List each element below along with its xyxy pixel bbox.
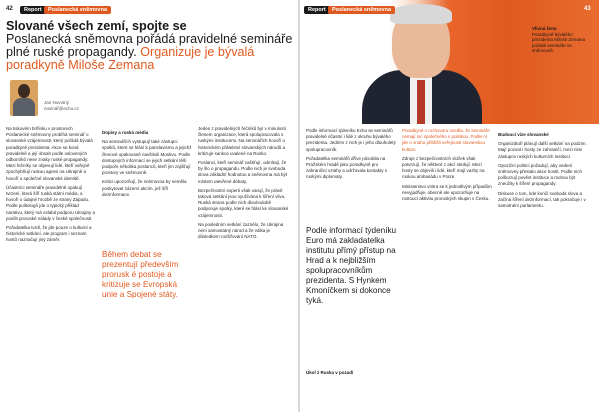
topic-pill: Poslanecká sněmovna <box>44 6 111 14</box>
page-number: 43 <box>584 6 591 12</box>
paragraph: Ministerstvo vnitra se k jednotlivým případům nevyjadřuje, obecně ale upozorňuje na rostoucí aktivitu proruských skupin v Česku. <box>402 183 492 202</box>
left-column-3 <box>198 126 292 406</box>
article-title <box>6 20 294 72</box>
subheading: Dopisy a ruská média <box>102 130 149 135</box>
photo-tie <box>417 80 425 124</box>
paragraph: Na posledním setkání zaznělo, že Ukrajina není samostatný národ a že válka je důsledkem rozšiřování NATO. <box>198 221 284 240</box>
paragraph: Diskuse o tom, kde končí svoboda slova a začíná šíření dezinformací, tak pokračuje i v samotném parlamentu. <box>498 190 586 209</box>
title-accent: Organizuje je bývalá poradkyně Miloše Zemana <box>6 45 255 72</box>
right-column-3 <box>498 128 592 406</box>
right-column-2 <box>402 128 492 406</box>
author-byline <box>44 100 79 112</box>
paragraph: Zdroje z bezpečnostních složek však potvrzují, že některé z akcí sledují. Mezi hosty se objevili i lidé, kteří mají vazby na ruskou ambasádu v Praze. <box>402 155 485 180</box>
paragraph: Organizátoři plánují další setkání na podzim. Mají pozvat i hosty ze zahraničí, mezi nimi zástupce ruských kulturních institucí. <box>498 141 587 159</box>
paragraph: Poslanci, kteří seminář zaštiťují, odmítají, že by šlo o propagandu. Podle nich je svoboda slova základní hodnotou a sněmovna má být místem otevřené debaty. <box>198 160 288 184</box>
paragraph: Bezpečnostní experti však varují, že právě taková setkání jsou využívána k šíření vlivu. Ruská strana podle nich dlouhodobě podporuje spolky, které se hlásí ke slovanské vzájemnosti. <box>198 187 289 218</box>
paragraph: Jeden z pravidelných řečníků byl v minulosti členem organizace, která spolupracovala s ruskými institucemi. Na seminářích hovoří o historickém přátelství slovanských národů a kritizuje sankce uvalené na Rusko. <box>198 126 286 156</box>
left-column-1 <box>6 126 96 406</box>
left-page <box>0 0 299 412</box>
right-column-1-bottom <box>306 366 396 406</box>
photo-hair <box>390 4 452 24</box>
author-role: novinář@echo.cz <box>44 106 79 111</box>
portrait-photo <box>300 0 599 124</box>
paragraph: Podle informací týdeníku Echo se seminářů pravidelně účastní i lidé z okruhu bývalého prezidenta. Jedním z nich je i jeho dlouholetý spolupracovník. <box>306 128 396 152</box>
subheading: Budoucí vize slovanské <box>498 132 549 137</box>
paragraph: Na seminářích vystupují také zástupci spolků, které se hlásí k panslavismu a jejichž členové opakovaně navštívili Moskvu. Podle dostupných informací se jejich setkání těší podpoře několika poslanců, kteří jim zajišťují prostory ve sněmovně. <box>102 139 192 176</box>
page-number: 42 <box>6 6 13 12</box>
paragraph: Pořadatelka seminářů dříve působila na Pražském hradě jako poradkyně pro zahraniční vztahy a udržovala kontakty s ruskými diplomaty. <box>306 155 388 180</box>
paragraph: Kritici upozorňují, že sněmovna by neměla poskytovat zázemí akcím, jež šíří dezinformace. <box>102 179 187 197</box>
right-page <box>300 0 599 412</box>
paragraph: Opoziční politici požadují, aby vedení sněmovny přestalo akce hostit. Podle nich poškozují pověst instituce a mohou být zneužity k šíření propagandy. <box>498 162 583 187</box>
photo-caption <box>532 26 594 54</box>
paragraph: Na tiskovém brífinku v prostorech Poslanecké sněmovny probíhá seminář o slovanské vzájemnosti, který pořádá bývalá poradkyně prezidenta. Akce se koná pravidelně a její obsah podle oslovených odborníků nese znaky ruské propagandy. Mezi řečníky se objevují lidé, kteří veřejně zpochybňují ruskou agresi na Ukrajině a hovoří o společné slovanské identitě. <box>6 126 93 181</box>
pull-quote: Během debat se prezentují především prorusk é postoje a kritizuje se Evropská unie a Spojené státy. <box>102 250 179 299</box>
section-pill: Report <box>20 6 46 14</box>
paragraph: Účastníci semináře pravidelně opakují tvrzení, která šíří ruská státní média, a hovoří o údajné hrozbě ze strany Západu. Podle politologů jde o typický příklad narativu, který má oslabit podporu Ukrajiny a posílit proruské nálady v české společnosti. <box>6 184 96 221</box>
paragraph: Poradkyně v rozhovoru uvedla, že semináře nemají nic společného s politikou. Podle ní jde o snahu přiblížit veřejnosti slovanskou kulturu. <box>402 128 490 152</box>
title-subtitle: Poslanecká sněmovna pořádá pravidelné semináře plné ruské propagandy. <box>6 32 293 59</box>
subheading: Úkol z Ruska v pozadí <box>306 370 354 375</box>
section-pill: Report <box>304 6 330 14</box>
author-avatar <box>10 80 38 116</box>
caption-text: Poradkyně bývalého prezidenta Miloše Zemana pořádá semináře ve sněmovně. <box>532 31 586 54</box>
right-column-1 <box>306 128 396 218</box>
left-column-2 <box>102 126 192 246</box>
avatar-body <box>13 98 35 116</box>
topic-pill: Poslanecká sněmovna <box>328 6 395 14</box>
avatar-head <box>18 84 30 98</box>
author-name: Jan Novotný <box>44 100 70 105</box>
caption-title: Vlivná žena <box>532 26 557 31</box>
title-main: Slované všech zemí, spojte se <box>6 19 187 33</box>
big-pull-quote: Podle informací týdeníku Euro má zakladatelka institutu přímý přístup na Hrad a k nejbližším spolupracovníkům prezidenta. S Hynkem Kmoníčkem si dokonce tyká. <box>306 226 397 305</box>
paragraph: Pořadatelka tvrdí, že jde pouze o kulturní a historické setkání, ale program i seznam hostů naznačují jiný záměr. <box>6 225 92 243</box>
